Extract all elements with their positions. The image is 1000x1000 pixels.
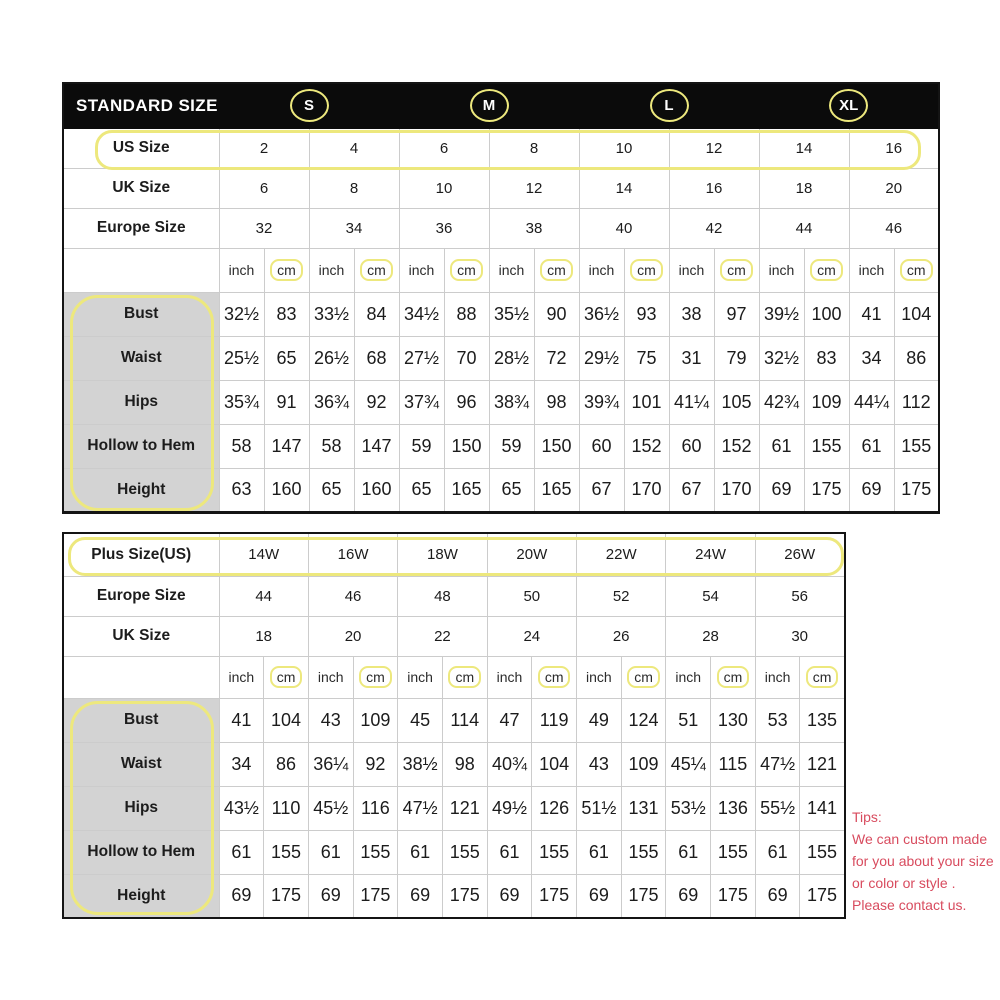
- waist-inch-value: 32½: [759, 336, 804, 380]
- europe-size-row: [63, 576, 845, 616]
- cm-highlight-box: cm: [538, 666, 571, 688]
- hips-cm-value: 110: [264, 786, 309, 830]
- cm-highlight-box: cm: [448, 666, 481, 688]
- uk-size-value: 6: [219, 168, 309, 208]
- europe-size-value: 42: [669, 208, 759, 248]
- waist-cm-value: 68: [354, 336, 399, 380]
- hips-inch-value: 36¾: [309, 380, 354, 424]
- table-header-row: [63, 83, 939, 128]
- cm-highlight-box: cm: [540, 259, 573, 281]
- bust-cm-value: 130: [711, 698, 756, 742]
- height-inch-value: 69: [487, 874, 532, 918]
- hollow-to-hem-label: Hollow to Hem: [63, 830, 219, 874]
- inch-unit-label: inch: [399, 248, 444, 292]
- standard-size-table-mount: [62, 82, 940, 514]
- cm-highlight-box: cm: [900, 259, 933, 281]
- cm-unit-label: [264, 656, 309, 698]
- custom-order-tips: [852, 806, 1000, 916]
- inch-unit-label: inch: [309, 248, 354, 292]
- hollow-to-hem-cm-value: 155: [621, 830, 666, 874]
- height-inch-value: 65: [309, 468, 354, 512]
- hips-cm-value: 101: [624, 380, 669, 424]
- size-group-circle-m: M: [470, 89, 509, 122]
- hips-inch-value: 42¾: [759, 380, 804, 424]
- europe-size-label: Europe Size: [63, 576, 219, 616]
- hips-cm-value: 131: [621, 786, 666, 830]
- cm-unit-label: [894, 248, 939, 292]
- bust-inch-value: 41: [849, 292, 894, 336]
- uk-size-value: 24: [487, 616, 576, 656]
- height-inch-value: 69: [759, 468, 804, 512]
- hips-label: Hips: [63, 380, 219, 424]
- cm-unit-label: [264, 248, 309, 292]
- bust-cm-value: 135: [800, 698, 845, 742]
- waist-cm-value: 86: [264, 742, 309, 786]
- hips-cm-value: 141: [800, 786, 845, 830]
- bust-inch-value: 45: [398, 698, 443, 742]
- waist-inch-value: 36¼: [308, 742, 353, 786]
- hollow-to-hem-row: [63, 830, 845, 874]
- europe-size-value: 40: [579, 208, 669, 248]
- us-size-label: US Size: [63, 128, 219, 168]
- waist-cm-value: 79: [714, 336, 759, 380]
- height-inch-value: 69: [398, 874, 443, 918]
- bust-cm-value: 104: [894, 292, 939, 336]
- hollow-to-hem-cm-value: 150: [534, 424, 579, 468]
- plus-size-table-mount: [62, 532, 846, 919]
- us-size-value: 10: [579, 128, 669, 168]
- hips-inch-value: 44¼: [849, 380, 894, 424]
- plus-size-us-row: [63, 533, 845, 576]
- europe-size-value: 32: [219, 208, 309, 248]
- us-size-value: 2: [219, 128, 309, 168]
- waist-cm-value: 115: [711, 742, 756, 786]
- size-group-circle-xl: XL: [829, 89, 868, 122]
- height-cm-value: 175: [804, 468, 849, 512]
- size-group-circle-l: L: [650, 89, 689, 122]
- cm-highlight-box: cm: [450, 259, 483, 281]
- height-cm-value: 165: [534, 468, 579, 512]
- height-inch-value: 65: [489, 468, 534, 512]
- bust-cm-value: 104: [264, 698, 309, 742]
- uk-size-label: UK Size: [63, 168, 219, 208]
- waist-row: [63, 742, 845, 786]
- waist-inch-value: 31: [669, 336, 714, 380]
- uk-size-value: 20: [308, 616, 397, 656]
- tips-line: or color or style .: [852, 875, 956, 891]
- waist-cm-value: 86: [894, 336, 939, 380]
- inch-unit-label: inch: [755, 656, 800, 698]
- bust-row: [63, 698, 845, 742]
- cm-unit-label: [353, 656, 398, 698]
- uk-size-value: 8: [309, 168, 399, 208]
- hips-inch-value: 35¾: [219, 380, 264, 424]
- tips-lines: [852, 828, 1000, 916]
- height-cm-value: 160: [354, 468, 399, 512]
- bust-inch-value: 49: [577, 698, 622, 742]
- us-size-value: 6: [399, 128, 489, 168]
- uk-size-value: 22: [398, 616, 487, 656]
- hips-inch-value: 49½: [487, 786, 532, 830]
- plus-size-us-value: 18W: [398, 533, 487, 576]
- height-label: Height: [63, 874, 219, 918]
- height-inch-value: 69: [666, 874, 711, 918]
- hips-cm-value: 96: [444, 380, 489, 424]
- hips-inch-value: 55½: [755, 786, 800, 830]
- bust-cm-value: 114: [442, 698, 487, 742]
- europe-size-label: Europe Size: [63, 208, 219, 248]
- bust-label: Bust: [63, 292, 219, 336]
- waist-inch-value: 40¾: [487, 742, 532, 786]
- height-cm-value: 175: [800, 874, 845, 918]
- waist-inch-value: 38½: [398, 742, 443, 786]
- tips-line: for you about your size: [852, 853, 994, 869]
- plus-size-us-value: 26W: [755, 533, 844, 576]
- bust-inch-value: 32½: [219, 292, 264, 336]
- bust-inch-value: 38: [669, 292, 714, 336]
- cm-unit-label: [532, 656, 577, 698]
- hollow-to-hem-inch-value: 61: [666, 830, 711, 874]
- hollow-to-hem-cm-value: 155: [353, 830, 398, 874]
- hips-inch-value: 53½: [666, 786, 711, 830]
- uk-size-value: 16: [669, 168, 759, 208]
- plus-size-us-value: 16W: [308, 533, 397, 576]
- tips-line: Please contact us.: [852, 897, 967, 913]
- cm-unit-label: [800, 656, 845, 698]
- hollow-to-hem-cm-value: 152: [624, 424, 669, 468]
- waist-cm-value: 72: [534, 336, 579, 380]
- uk-size-value: 20: [849, 168, 939, 208]
- waist-cm-value: 75: [624, 336, 669, 380]
- cm-unit-label: [621, 656, 666, 698]
- size-group-cell-xl: [759, 83, 939, 128]
- inch-unit-label: inch: [666, 656, 711, 698]
- hollow-to-hem-cm-value: 150: [444, 424, 489, 468]
- standard-size-table: [62, 82, 940, 514]
- hollow-to-hem-inch-value: 61: [759, 424, 804, 468]
- europe-size-value: 38: [489, 208, 579, 248]
- unit-header-row: [63, 656, 845, 698]
- hollow-to-hem-inch-value: 60: [669, 424, 714, 468]
- cm-highlight-box: cm: [270, 259, 303, 281]
- cm-unit-label: [444, 248, 489, 292]
- bust-label: Bust: [63, 698, 219, 742]
- uk-size-row: [63, 616, 845, 656]
- uk-size-value: 26: [577, 616, 666, 656]
- bust-row: [63, 292, 939, 336]
- waist-cm-value: 70: [444, 336, 489, 380]
- us-size-value: 4: [309, 128, 399, 168]
- europe-size-value: 48: [398, 576, 487, 616]
- hollow-to-hem-cm-value: 155: [894, 424, 939, 468]
- hips-cm-value: 98: [534, 380, 579, 424]
- waist-cm-value: 104: [532, 742, 577, 786]
- hips-cm-value: 91: [264, 380, 309, 424]
- hollow-to-hem-cm-value: 152: [714, 424, 759, 468]
- cm-unit-label: [711, 656, 756, 698]
- hollow-to-hem-inch-value: 61: [219, 830, 264, 874]
- uk-size-value: 14: [579, 168, 669, 208]
- waist-inch-value: 47½: [755, 742, 800, 786]
- height-inch-value: 67: [669, 468, 714, 512]
- bust-inch-value: 36½: [579, 292, 624, 336]
- uk-size-value: 28: [666, 616, 755, 656]
- height-inch-value: 67: [579, 468, 624, 512]
- europe-size-value: 56: [755, 576, 844, 616]
- uk-size-value: 30: [755, 616, 844, 656]
- hips-cm-value: 92: [354, 380, 399, 424]
- height-cm-value: 170: [624, 468, 669, 512]
- bust-inch-value: 53: [755, 698, 800, 742]
- waist-inch-value: 27½: [399, 336, 444, 380]
- uk-size-value: 10: [399, 168, 489, 208]
- cm-unit-label: [354, 248, 399, 292]
- uk-size-value: 12: [489, 168, 579, 208]
- waist-inch-value: 34: [219, 742, 264, 786]
- height-inch-value: 65: [399, 468, 444, 512]
- standard-size-title: STANDARD SIZE: [63, 83, 219, 128]
- hollow-to-hem-cm-value: 155: [800, 830, 845, 874]
- waist-cm-value: 92: [353, 742, 398, 786]
- unit-row-empty-cell: [63, 248, 219, 292]
- hollow-to-hem-inch-value: 61: [577, 830, 622, 874]
- cm-highlight-box: cm: [630, 259, 663, 281]
- waist-label: Waist: [63, 336, 219, 380]
- waist-cm-value: 65: [264, 336, 309, 380]
- hollow-to-hem-cm-value: 155: [264, 830, 309, 874]
- hips-inch-value: 37¾: [399, 380, 444, 424]
- plus-size-us-value: 24W: [666, 533, 755, 576]
- waist-cm-value: 121: [800, 742, 845, 786]
- cm-highlight-box: cm: [720, 259, 753, 281]
- uk-size-label: UK Size: [63, 616, 219, 656]
- cm-highlight-box: cm: [810, 259, 843, 281]
- waist-cm-value: 98: [442, 742, 487, 786]
- inch-unit-label: inch: [579, 248, 624, 292]
- hips-cm-value: 126: [532, 786, 577, 830]
- europe-size-value: 54: [666, 576, 755, 616]
- cm-highlight-box: cm: [270, 666, 303, 688]
- tips-line: We can custom made: [852, 831, 988, 847]
- bust-cm-value: 84: [354, 292, 399, 336]
- inch-unit-label: inch: [849, 248, 894, 292]
- bust-cm-value: 124: [621, 698, 666, 742]
- cm-highlight-box: cm: [360, 259, 393, 281]
- inch-unit-label: inch: [398, 656, 443, 698]
- height-cm-value: 175: [353, 874, 398, 918]
- uk-size-value: 18: [759, 168, 849, 208]
- height-cm-value: 170: [714, 468, 759, 512]
- hips-cm-value: 105: [714, 380, 759, 424]
- height-inch-value: 69: [755, 874, 800, 918]
- hips-row: [63, 380, 939, 424]
- bust-inch-value: 35½: [489, 292, 534, 336]
- cm-highlight-box: cm: [806, 666, 839, 688]
- hips-cm-value: 121: [442, 786, 487, 830]
- hips-label: Hips: [63, 786, 219, 830]
- bust-cm-value: 88: [444, 292, 489, 336]
- height-label: Height: [63, 468, 219, 512]
- plus-size-us-label: Plus Size(US): [63, 533, 219, 576]
- cm-unit-label: [714, 248, 759, 292]
- height-inch-value: 63: [219, 468, 264, 512]
- height-cm-value: 175: [264, 874, 309, 918]
- height-cm-value: 175: [442, 874, 487, 918]
- hollow-to-hem-cm-value: 155: [804, 424, 849, 468]
- europe-size-value: 52: [577, 576, 666, 616]
- height-inch-value: 69: [849, 468, 894, 512]
- cm-unit-label: [442, 656, 487, 698]
- unit-header-row: [63, 248, 939, 292]
- hollow-to-hem-inch-value: 61: [398, 830, 443, 874]
- bust-cm-value: 100: [804, 292, 849, 336]
- size-group-cell-m: [399, 83, 579, 128]
- hollow-to-hem-inch-value: 60: [579, 424, 624, 468]
- inch-unit-label: inch: [759, 248, 804, 292]
- cm-unit-label: [804, 248, 849, 292]
- bust-cm-value: 83: [264, 292, 309, 336]
- hips-cm-value: 116: [353, 786, 398, 830]
- bust-inch-value: 51: [666, 698, 711, 742]
- hollow-to-hem-inch-value: 59: [489, 424, 534, 468]
- height-row: [63, 468, 939, 512]
- hollow-to-hem-inch-value: 59: [399, 424, 444, 468]
- inch-unit-label: inch: [487, 656, 532, 698]
- us-size-value: 14: [759, 128, 849, 168]
- hips-cm-value: 112: [894, 380, 939, 424]
- bust-cm-value: 97: [714, 292, 759, 336]
- unit-row-empty-cell: [63, 656, 219, 698]
- uk-size-row: [63, 168, 939, 208]
- europe-size-row: [63, 208, 939, 248]
- inch-unit-label: inch: [219, 248, 264, 292]
- inch-unit-label: inch: [308, 656, 353, 698]
- europe-size-value: 44: [219, 576, 308, 616]
- waist-inch-value: 43: [577, 742, 622, 786]
- waist-cm-value: 83: [804, 336, 849, 380]
- bust-inch-value: 41: [219, 698, 264, 742]
- hollow-to-hem-inch-value: 58: [309, 424, 354, 468]
- waist-inch-value: 29½: [579, 336, 624, 380]
- hips-inch-value: 38¾: [489, 380, 534, 424]
- cm-highlight-box: cm: [359, 666, 392, 688]
- height-cm-value: 175: [894, 468, 939, 512]
- waist-inch-value: 26½: [309, 336, 354, 380]
- bust-cm-value: 90: [534, 292, 579, 336]
- hollow-to-hem-inch-value: 61: [487, 830, 532, 874]
- cm-unit-label: [534, 248, 579, 292]
- height-row: [63, 874, 845, 918]
- height-cm-value: 175: [711, 874, 756, 918]
- cm-highlight-box: cm: [627, 666, 660, 688]
- bust-cm-value: 119: [532, 698, 577, 742]
- plus-size-us-value: 14W: [219, 533, 308, 576]
- waist-cm-value: 109: [621, 742, 666, 786]
- hollow-to-hem-label: Hollow to Hem: [63, 424, 219, 468]
- plus-size-us-value: 22W: [577, 533, 666, 576]
- height-cm-value: 175: [532, 874, 577, 918]
- waist-inch-value: 28½: [489, 336, 534, 380]
- bust-inch-value: 47: [487, 698, 532, 742]
- bust-inch-value: 33½: [309, 292, 354, 336]
- hollow-to-hem-inch-value: 58: [219, 424, 264, 468]
- size-group-cell-l: [579, 83, 759, 128]
- inch-unit-label: inch: [219, 656, 264, 698]
- waist-inch-value: 25½: [219, 336, 264, 380]
- height-cm-value: 160: [264, 468, 309, 512]
- europe-size-value: 44: [759, 208, 849, 248]
- us-size-value: 12: [669, 128, 759, 168]
- hollow-to-hem-inch-value: 61: [849, 424, 894, 468]
- waist-row: [63, 336, 939, 380]
- height-inch-value: 69: [219, 874, 264, 918]
- tips-title: Tips:: [852, 809, 882, 825]
- hollow-to-hem-cm-value: 155: [442, 830, 487, 874]
- inch-unit-label: inch: [669, 248, 714, 292]
- cm-unit-label: [624, 248, 669, 292]
- hollow-to-hem-cm-value: 155: [711, 830, 756, 874]
- hollow-to-hem-row: [63, 424, 939, 468]
- us-size-value: 16: [849, 128, 939, 168]
- plus-size-us-value: 20W: [487, 533, 576, 576]
- hips-inch-value: 39¾: [579, 380, 624, 424]
- hips-inch-value: 47½: [398, 786, 443, 830]
- europe-size-value: 46: [308, 576, 397, 616]
- waist-inch-value: 45¼: [666, 742, 711, 786]
- europe-size-value: 36: [399, 208, 489, 248]
- bust-inch-value: 39½: [759, 292, 804, 336]
- inch-unit-label: inch: [489, 248, 534, 292]
- europe-size-value: 46: [849, 208, 939, 248]
- hips-row: [63, 786, 845, 830]
- bust-cm-value: 109: [353, 698, 398, 742]
- europe-size-value: 34: [309, 208, 399, 248]
- hips-cm-value: 136: [711, 786, 756, 830]
- europe-size-value: 50: [487, 576, 576, 616]
- bust-cm-value: 93: [624, 292, 669, 336]
- waist-label: Waist: [63, 742, 219, 786]
- height-cm-value: 175: [621, 874, 666, 918]
- cm-highlight-box: cm: [717, 666, 750, 688]
- size-group-cell-s: [219, 83, 399, 128]
- hollow-to-hem-inch-value: 61: [308, 830, 353, 874]
- us-size-row: [63, 128, 939, 168]
- bust-inch-value: 34½: [399, 292, 444, 336]
- inch-unit-label: inch: [577, 656, 622, 698]
- height-inch-value: 69: [308, 874, 353, 918]
- hollow-to-hem-cm-value: 147: [264, 424, 309, 468]
- hollow-to-hem-inch-value: 61: [755, 830, 800, 874]
- hips-inch-value: 45½: [308, 786, 353, 830]
- hips-inch-value: 41¼: [669, 380, 714, 424]
- hips-inch-value: 51½: [577, 786, 622, 830]
- waist-inch-value: 34: [849, 336, 894, 380]
- hollow-to-hem-cm-value: 147: [354, 424, 399, 468]
- hips-inch-value: 43½: [219, 786, 264, 830]
- uk-size-value: 18: [219, 616, 308, 656]
- hips-cm-value: 109: [804, 380, 849, 424]
- bust-inch-value: 43: [308, 698, 353, 742]
- plus-size-table: [62, 532, 846, 919]
- size-group-circle-s: S: [290, 89, 329, 122]
- hollow-to-hem-cm-value: 155: [532, 830, 577, 874]
- height-cm-value: 165: [444, 468, 489, 512]
- us-size-value: 8: [489, 128, 579, 168]
- height-inch-value: 69: [577, 874, 622, 918]
